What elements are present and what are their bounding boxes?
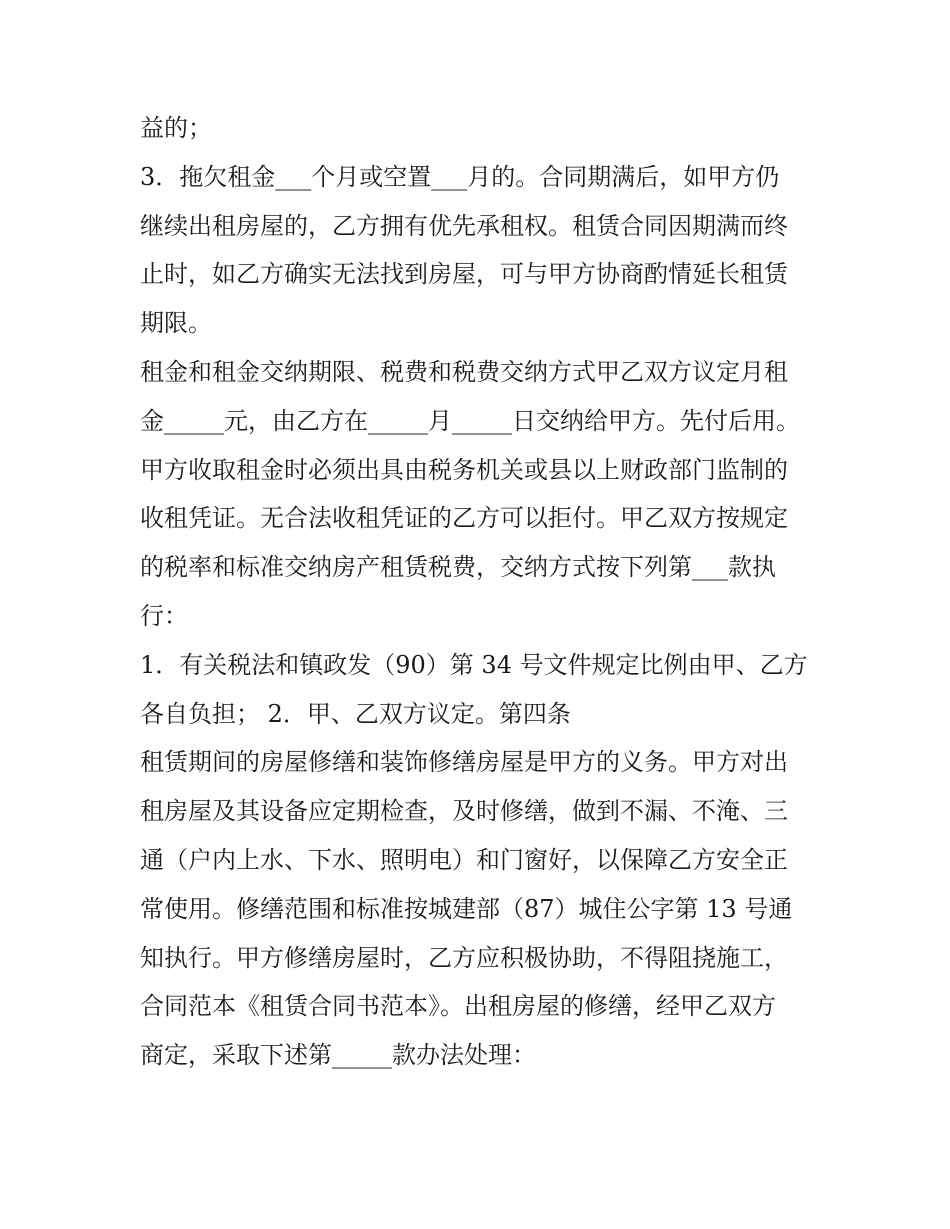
text-line: 1．有关税法和镇政发（90）第 34 号文件规定比例由甲、乙方 [140, 650, 808, 679]
text-line: 合同范本《租赁合同书范本》。出租房屋的修缮，经甲乙双方 [140, 992, 776, 1021]
text-line: 期限。 [140, 309, 212, 338]
text-line: 甲方收取租金时必须出具由税务机关或县以上财政部门监制的 [140, 455, 788, 484]
text-line: 知执行。甲方修缮房屋时，乙方应积极协助，不得阻挠施工， [140, 943, 788, 972]
contract-body-text [140, 104, 820, 1080]
text-line: 止时，如乙方确实无法找到房屋，可与甲方协商酌情延长租赁 [140, 260, 788, 289]
text-line: 的税率和标准交纳房产租赁税费，交纳方式按下列第___款执 [140, 553, 776, 582]
text-line: 常使用。修缮范围和标准按城建部（87）城住公字第 13 号通 [140, 894, 793, 923]
text-line: 3．拖欠租金___个月或空置___月的。合同期满后，如甲方仍 [140, 162, 780, 191]
text-line: 金_____元，由乙方在_____月_____日交纳给甲方。先付后用。 [140, 406, 800, 435]
text-line: 继续出租房屋的，乙方拥有优先承租权。租赁合同因期满而终 [140, 211, 788, 240]
text-line: 租赁期间的房屋修缮和装饰修缮房屋是甲方的义务。甲方对出 [140, 748, 788, 777]
text-line: 租房屋及其设备应定期检查，及时修缮，做到不漏、不淹、三 [140, 797, 788, 826]
text-line: 益的； [140, 114, 212, 142]
text-line: 商定，采取下述第_____款办法处理： [140, 1041, 536, 1070]
text-line: 租金和租金交纳期限、税费和税费交纳方式甲乙双方议定月租 [140, 357, 788, 386]
text-line: 各自负担； 2．甲、乙双方议定。第四条 [140, 699, 571, 728]
text-line: 行： [140, 601, 188, 630]
text-line: 通（户内上水、下水、照明电）和门窗好，以保障乙方安全正 [140, 845, 788, 874]
text-line: 收租凭证。无合法收租凭证的乙方可以拒付。甲乙双方按规定 [140, 504, 788, 533]
